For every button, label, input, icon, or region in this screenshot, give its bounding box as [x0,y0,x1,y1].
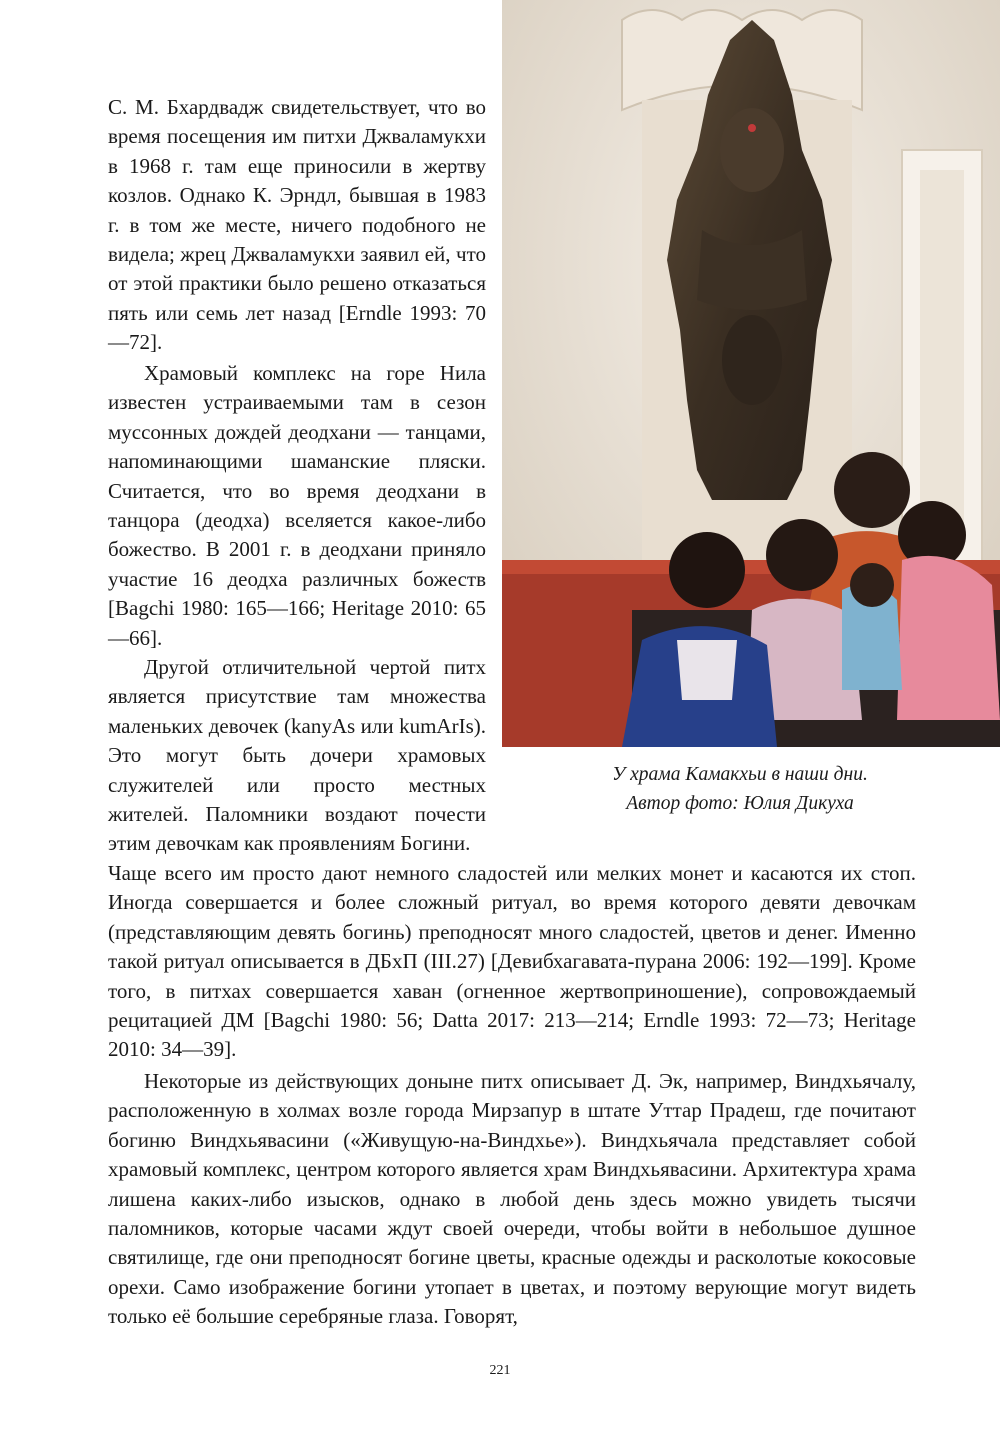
paragraph-kumaris: Другой отличительной чертой питх является присутствие там множества маленьких девочек (kanyAs или kumArIs). Это могут быть дочери храмовых служителей или просто местных жителей. Паломники воздают почести этим девочкам как проявлениям Богини. [108,655,486,856]
temple-photo [502,0,1000,747]
paragraph-nila-temple: Храмовый комплекс на горе Нила известен устраиваемыми там в сезон муссонных дождей деодхани — танцами, напоминающими шаманские пляски. Считается, что во время деодхани в танцора (деодха) вселяется какое-либо божество. В 2001 г. в деодхани приняло участие 16 деодха различных божеств [Bagchi 1980: 165—166; Heritage 2010: 65—66]. [108,361,486,650]
paragraph-rituals: Чаще всего им просто дают немного сладостей или мелких монет и касаются их стоп. Иногда совершается и более сложный ритуал, во время которого девяти девочкам (представляющим девять богинь) преподносят много сладостей, цветов и денег. Именно такой ритуал описывается в ДБхП (III.27) [Девибхагавата-пурана 2006: 192—199]. Кроме того, в питхах совершается хаван (огненное жертвоприношение), сопровождаемый рецитацией ДМ [Bagchi 1980: 56; Datta 2017: 213—214; Erndle 1993: 72—73; Heritage 2010: 34—39]. [108,861,916,1062]
photo-caption [510,760,970,818]
caption-line-2: Автор фото: Юлия Дикуха [626,793,854,814]
caption-line-1: У храма Камакхьи в наши дни. [612,764,868,785]
paragraph-vindhyachal: Некоторые из действующих доныне питх описывает Д. Эк, например, Виндхьячалу, расположенную в холмах возле города Мирзапур в штате Уттар Прадеш, где почитают богиню Виндхьявасини («Живущую-на-Виндхье»). Виндхьячала представляет собой храмовый комплекс, центром которого является храм Виндхьявасини. Архитектура храма лишена каких-либо изысков, однако в любой день здесь можно увидеть тысячи паломников, которые часами ждут своей очереди, чтобы войти в небольшое душное святилище, где они преподносят богине цветы, красные одежды и расколотые кокосовые орехи. Само изображение богини утопает в цветах, и поэтому верующие могут видеть только её большие серебряные глаза. Говорят, [108,1069,916,1329]
page-number: 221 [489,1363,511,1378]
paragraph-bhardwaj: С. М. Бхардвадж свидетельствует, что во время посещения им питхи Джваламукхи в 1968 г. там еще приносили в жертву козлов. Однако К. Эрндл, бывшая в 1983 г. в том же месте, ничего подобного не видела; жрец Джваламукхи заявил ей, что от этой практики было решено отказаться пять или семь лет назад [Erndle 1993: 70—72]. [108,95,486,355]
